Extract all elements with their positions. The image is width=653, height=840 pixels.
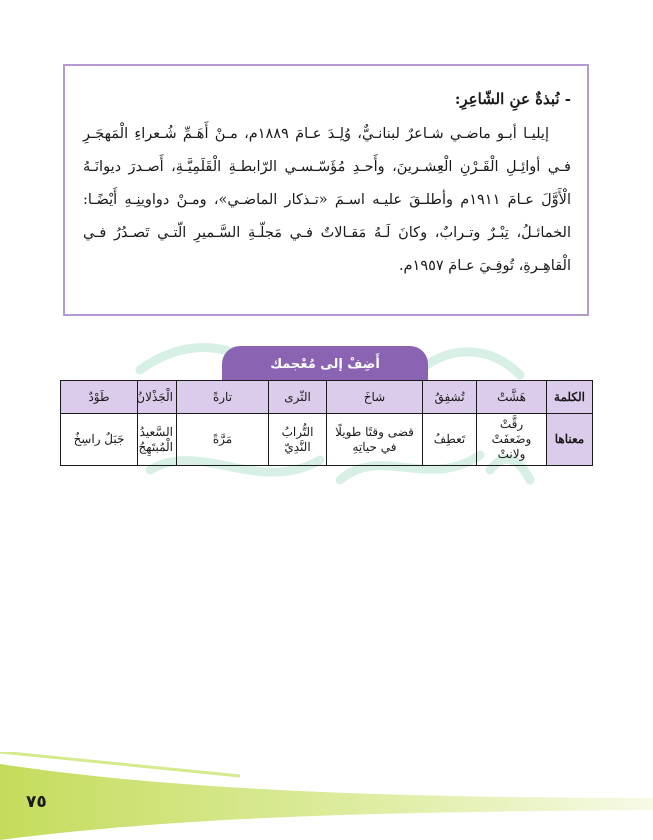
bottom-decorative-band [0,752,653,840]
word-cell: الْجَذْلانُ [138,381,177,414]
dictionary-table [60,380,593,466]
word-cell: طَوْدٌ [61,381,138,414]
row-label-word: الكلمة [547,381,593,414]
word-cell: تارةً [177,381,269,414]
row-label-meaning: معناها [547,414,593,466]
word-cell: الثّرى [269,381,327,414]
dictionary-title: أَضِفْ إلى مُعْجمك [222,346,428,382]
meaning-cell: رقَّتْ وضَعفَتْ ولانتْ [477,414,547,466]
meaning-cell: السَّعيدُ الْمُبتَهِجُ [138,414,177,466]
meaning-cell: التُّرابُ النَّدِيّ [269,414,327,466]
table-row-words [61,381,593,414]
word-cell: تُشفِقُ [423,381,477,414]
meaning-cell: قضى وقتًا طويلًا في حياتِهِ [327,414,423,466]
meaning-cell: تَعطِفُ [423,414,477,466]
word-cell: شاخَ [327,381,423,414]
bio-text: إيليـا أبـو ماضـي شـاعرٌ لبنانـيٌّ، وُلِـدَ عـامَ ١٨٨٩م، مـنْ أَهَـمِّ شُـعراءِ الْمَهجَـرِ فـي أوائِـلِ الْقَـرْنِ الْعِشـرينَ، وأَحـدِ مُؤَسّـسـي الرّابطـةِ الْقَلَمِيَّـةِ، أَصـدرَ ديوانَـهُ الْأَوَّلَ عـامَ ١٩١١م وأطلـقَ عليـه اسـمَ «تـذكار الماضـي»، ومـنْ دواوينِـهِ أَيْضًـا: الخمائـلُ، تِبْـرٌ وتـرابٌ، وكانَ لَـهُ مَقـالاتٌ فـي مَجلّـةِ السَّـميرِ الّتـي تَصـدُرُ فـي الْقاهِـرةِ، تُوفِـيَ عـامَ ١٩٥٧م. [83,126,571,274]
bio-heading: - نُبذةٌ عنِ الشّاعِرِ: [454,90,571,108]
poet-bio-box [63,64,589,316]
meaning-cell: مَرَّةً [177,414,269,466]
meaning-cell: جَبَلٌ راسِخٌ [61,414,138,466]
table-row-meanings [61,414,593,466]
page-number: ٧٥ [26,792,47,812]
word-cell: هَشَّتْ [477,381,547,414]
